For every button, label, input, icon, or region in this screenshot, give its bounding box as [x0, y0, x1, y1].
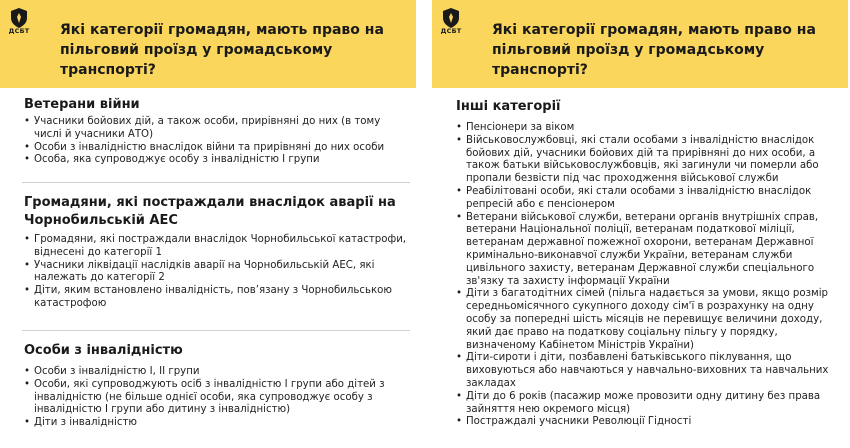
section-divider	[22, 330, 410, 331]
section-other-categories	[456, 98, 846, 429]
section-title: Інші категорії	[456, 99, 561, 114]
list-item: • Особи з інвалідністю I, II групи	[24, 366, 410, 379]
list-item: • Особа, яка супроводжує особу з інвалідністю I групи	[24, 154, 410, 167]
dsbt-logo	[6, 8, 32, 42]
section-list	[24, 366, 410, 430]
header-title: Які категорії громадян, мають право на пільговий проїзд у громадському транспорті?	[60, 22, 384, 78]
list-item: • Учасники ліквідації наслідків аварії на Чорнобильській АЕС, які належать до категорії 2	[24, 260, 410, 286]
section-list	[456, 122, 846, 429]
section-title: Громадяни, які постраждали внаслідок аварії на Чорнобильській АЕС	[24, 195, 396, 228]
section-disabled-persons	[24, 342, 410, 430]
list-item: • Діти-сироти і діти, позбавлені батьківського піклування, що виховуються або навчаються у навчально-виховних та навчальних закладах	[456, 352, 846, 390]
list-item: • Особи з інвалідністю внаслідок війни та прирівняні до них особи	[24, 142, 410, 155]
list-item: • Діти з багатодітних сімей (пільга надається за умови, якщо розмір середньомісячного сукупного доходу сім'ї в розрахунку на одну особу за попередні шість місяців не перевищує величини доходу, який дає право на податкову соціальну пільгу у порядку, визначеному Кабінетом Міністрів України)	[456, 288, 846, 352]
header-title: Які категорії громадян, мають право на пільговий проїзд у громадському транспорті?	[492, 22, 816, 78]
section-title: Особи з інвалідністю	[24, 343, 183, 358]
section-list	[24, 234, 410, 311]
list-item: • Постраждалі учасники Революції Гідності	[456, 416, 846, 429]
section-list	[24, 116, 410, 167]
section-war-veterans	[24, 96, 410, 167]
list-item: • Пенсіонери за віком	[456, 122, 846, 135]
logo-text: ДСБТ	[440, 27, 462, 35]
dsbt-logo	[438, 8, 464, 42]
list-item: • Діти з інвалідністю	[24, 417, 410, 430]
left-header	[0, 0, 416, 88]
list-item: • Діти до 6 років (пасажир може провозити одну дитину без права зайняття нею окремого місця)	[456, 391, 846, 417]
list-item: • Громадяни, які постраждали внаслідок Чорнобильської катастрофи, віднесені до категорії 1	[24, 234, 410, 260]
list-item: • Учасники бойових дій, а також особи, прирівняні до них (в тому числі й учасники АТО)	[24, 116, 410, 142]
list-item: • Реабілітовані особи, які стали особами з інвалідністю внаслідок репресій або є пенсіонером	[456, 186, 846, 212]
section-chernobyl	[24, 194, 410, 311]
section-title: Ветерани війни	[24, 97, 140, 112]
list-item: • Ветерани військової служби, ветерани органів внутрішніх справ, ветерани Національної поліції, ветеранам податкової міліції, ветеранам державної пожежної охорони, ветеранам Державної кримінально-виконавчої служби України, ветеранам служби цивільного захисту, ветеранам Державної служби спеціального зв'язку та захисту інформації України	[456, 212, 846, 289]
list-item: • Військовослужбовці, які стали особами з інвалідністю внаслідок бойових дій, учасники бойових дій та прирівняні до них особи, а також батьки військовослужбовців, які загинули чи померли або пропали безвісти під час проходження військової служби	[456, 135, 846, 186]
list-item: • Діти, яким встановлено інвалідність, пов’язану з Чорнобильською катастрофою	[24, 285, 410, 311]
left-slide	[0, 0, 416, 448]
shield-icon	[443, 8, 459, 28]
right-header	[432, 0, 848, 88]
shield-icon	[11, 8, 27, 28]
logo-text: ДСБТ	[8, 27, 30, 35]
right-slide	[432, 0, 848, 448]
list-item: • Особи, які супроводжують осіб з інвалідністю I групи або дітей з інвалідністю (не більше однієї особи, яка супроводжує особу з інвалідністю I групи або дитину з інвалідністю)	[24, 379, 410, 417]
section-divider	[22, 182, 410, 183]
